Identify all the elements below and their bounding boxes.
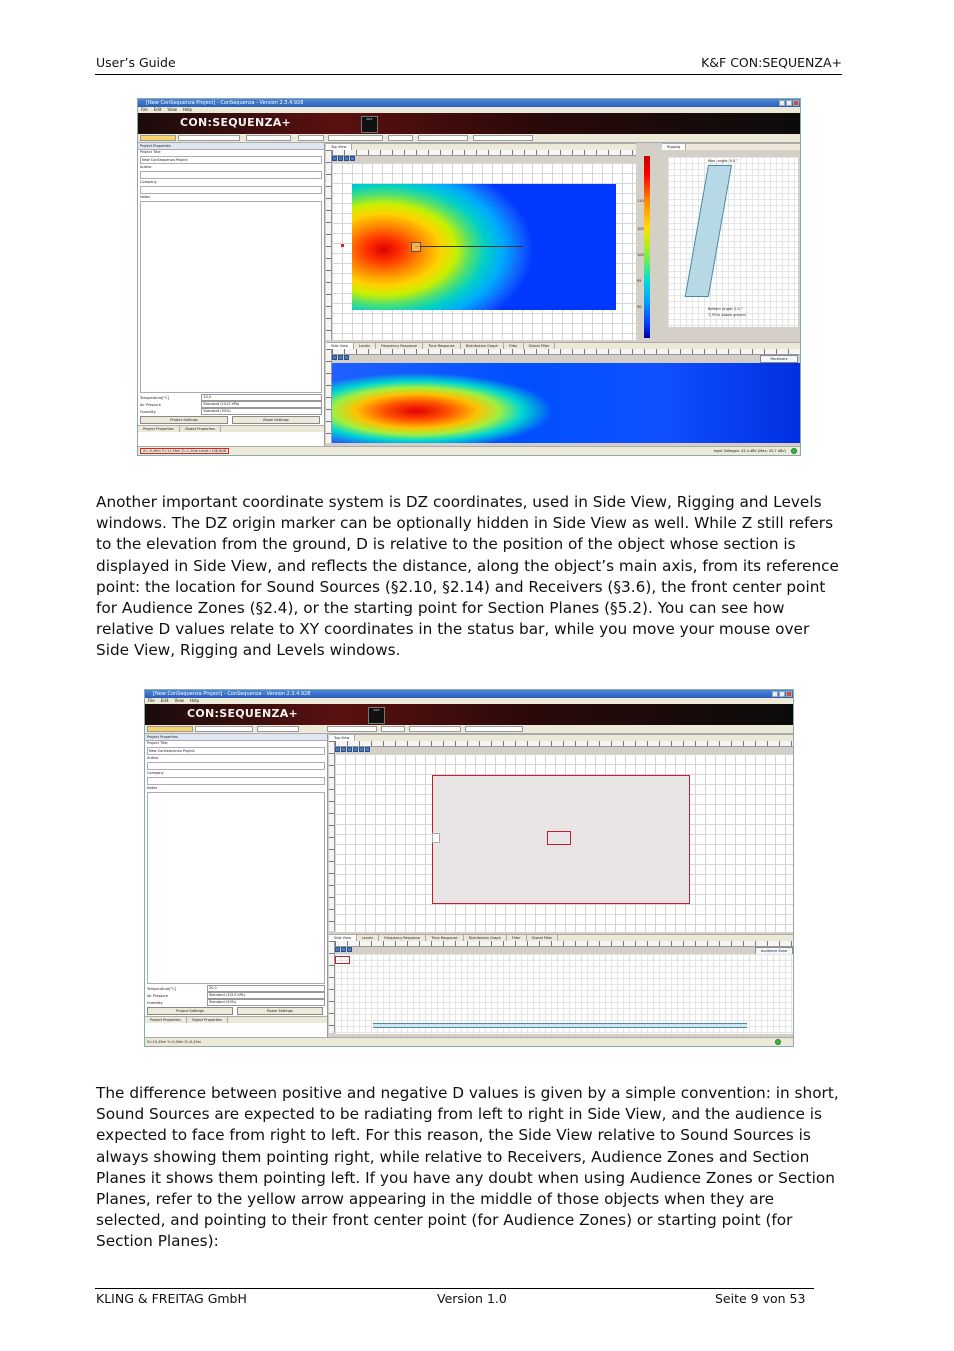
top-view-canvas[interactable] xyxy=(332,163,636,340)
tab-filter[interactable]: Filter xyxy=(507,935,527,941)
kf-logo-icon: K&F xyxy=(368,707,385,724)
window-controls xyxy=(772,691,792,697)
room-settings-button[interactable]: Room Settings xyxy=(237,1007,323,1015)
colorbar-tick: 100 xyxy=(637,253,644,257)
toolbar-select[interactable] xyxy=(418,135,468,141)
level-colorbar xyxy=(644,156,650,338)
window-title: [New ConSequenza Project] - ConSequenza - Version 2.3.4.928 xyxy=(153,691,311,697)
app-banner xyxy=(138,113,800,134)
colorbar-tick: 110 xyxy=(637,199,644,203)
source-marker[interactable] xyxy=(411,242,421,252)
toolbar-select[interactable] xyxy=(246,135,291,141)
air-pressure-row xyxy=(138,401,324,408)
panel-header: Project Properties xyxy=(138,143,324,150)
audience-zone-button[interactable]: Audience Zone xyxy=(755,947,793,955)
menu-edit[interactable]: Edit xyxy=(153,107,162,112)
row-label: Air Pressure xyxy=(140,402,161,407)
top-view-hruler xyxy=(332,150,636,156)
rigging-label: Max. angle: 8.5 ° xyxy=(708,159,738,163)
field-label: Author xyxy=(147,756,159,760)
toolbar-button[interactable] xyxy=(327,726,377,732)
dz-origin-marker xyxy=(335,956,350,964)
top-view-tools xyxy=(332,156,355,162)
field-label: Company xyxy=(147,771,164,775)
colorbar-tick: 105 xyxy=(637,227,644,231)
menu-view[interactable]: View xyxy=(167,107,177,112)
project-properties-panel xyxy=(145,734,328,1038)
top-view-hruler xyxy=(335,741,793,747)
tab-side-view[interactable]: Side View xyxy=(329,935,357,941)
window-title: [New ConSequenza Project] - ConSequenza - Version 2.3.4.928 xyxy=(146,100,304,106)
company-input[interactable] xyxy=(147,777,325,785)
zoom-out-icon[interactable] xyxy=(341,747,346,752)
bottom-tabbar xyxy=(329,934,793,941)
zoom-in-icon[interactable] xyxy=(332,156,337,161)
rigging-label: Bottom Angle: 2.0 ° xyxy=(708,307,743,311)
bottom-tabbar xyxy=(326,342,800,349)
screenshot-1 xyxy=(137,98,801,456)
receivers-button[interactable]: Receivers xyxy=(760,355,798,363)
maximize-icon[interactable] xyxy=(779,691,785,697)
side-view-hruler xyxy=(332,349,800,355)
project-properties-panel xyxy=(138,143,325,447)
project-settings-button[interactable]: Project Settings xyxy=(140,416,228,424)
close-icon[interactable] xyxy=(793,100,799,106)
zoom-fit-icon[interactable] xyxy=(344,355,349,360)
rigging-canvas[interactable] xyxy=(668,157,798,327)
field-label: Company xyxy=(140,180,157,184)
project-title-input[interactable]: New ConSequenza Project xyxy=(147,747,325,755)
zoom-in-icon[interactable] xyxy=(335,947,340,952)
temperature-input[interactable]: 20,0 xyxy=(201,394,322,401)
author-input[interactable] xyxy=(147,762,325,770)
toolbar-button[interactable] xyxy=(147,726,193,732)
top-view-tabbar xyxy=(329,734,793,741)
zoom-out-icon[interactable] xyxy=(338,156,343,161)
field-label: Notes xyxy=(140,195,151,199)
menu-edit[interactable]: Edit xyxy=(160,698,169,703)
notes-textarea[interactable] xyxy=(140,201,322,393)
side-view-hruler xyxy=(335,941,793,947)
status-bar xyxy=(138,446,800,455)
side-view-tools xyxy=(332,355,349,361)
status-bar xyxy=(145,1037,793,1046)
footer-company: KLING & FREITAG GmbH xyxy=(96,1291,247,1306)
tab-top-view[interactable]: Top View xyxy=(326,144,352,150)
tab-project-properties[interactable]: Project Properties xyxy=(145,1017,187,1023)
zoom-in-icon[interactable] xyxy=(332,355,337,360)
tab-distribution-graph[interactable]: Distribution Graph xyxy=(464,935,507,941)
toolbar-select[interactable] xyxy=(409,726,461,732)
author-input[interactable] xyxy=(140,171,322,179)
rigging-tabbar xyxy=(662,143,800,150)
zoom-out-icon[interactable] xyxy=(338,355,343,360)
window-controls xyxy=(779,100,799,106)
app-banner xyxy=(145,704,793,725)
header-left: User’s Guide xyxy=(96,55,176,70)
zoom-fit-icon[interactable] xyxy=(347,747,352,752)
menu-view[interactable]: View xyxy=(174,698,184,703)
tab-time-response[interactable]: Time Response xyxy=(426,935,464,941)
origin-marker xyxy=(341,244,344,247)
window-titlebar xyxy=(138,99,800,107)
main-toolbar xyxy=(145,725,793,734)
side-view-vruler xyxy=(326,349,332,443)
status-input-voltages: Input Voltages: 43,4 dBV (Max: 43,7 dBV) xyxy=(713,449,786,453)
menu-file[interactable]: File xyxy=(148,698,155,703)
field-label: Project Title xyxy=(147,741,168,745)
panel-header: Project Properties xyxy=(145,734,327,741)
screenshot-2 xyxy=(144,689,794,1047)
tab-frequency-response[interactable]: Frequency Response xyxy=(376,343,423,349)
colorbar-tick: 90 xyxy=(637,305,642,309)
tab-project-properties[interactable]: Project Properties xyxy=(138,426,180,432)
humidity-select[interactable]: Standard (50%) xyxy=(207,999,325,1006)
temperature-row xyxy=(145,985,327,992)
tab-top-view[interactable]: Top View xyxy=(329,735,355,741)
toolbar-select[interactable] xyxy=(257,726,299,732)
project-title-input[interactable]: New ConSequenza Project xyxy=(140,156,322,164)
tab-global-filter[interactable]: Global Filter xyxy=(527,935,559,941)
project-settings-button[interactable]: Project Settings xyxy=(147,1007,233,1015)
app-logo: CON:SEQUENZA+ xyxy=(187,707,299,720)
air-pressure-row xyxy=(145,992,327,999)
close-icon[interactable] xyxy=(786,691,792,697)
footer-page-number: Seite 9 von 53 xyxy=(715,1291,806,1306)
app-logo: CON:SEQUENZA+ xyxy=(180,116,292,129)
pan-icon[interactable] xyxy=(353,747,358,752)
toolbar-select[interactable] xyxy=(465,726,523,732)
field-label: Project Title xyxy=(140,150,161,154)
colorbar-tick: 95 xyxy=(637,279,642,283)
header-rule xyxy=(95,74,842,75)
humidity-select[interactable]: Standard (50%) xyxy=(201,408,322,415)
rigging-label: 7,39 m above ground xyxy=(708,313,746,317)
panel-tabs xyxy=(145,1016,327,1023)
top-view-canvas[interactable] xyxy=(335,754,793,932)
humidity-row xyxy=(138,408,324,415)
tab-global-filter[interactable]: Global Filter xyxy=(524,343,556,349)
row-label: Temperature[°C] xyxy=(147,986,177,991)
toolbar-select[interactable] xyxy=(178,135,240,141)
temperature-row xyxy=(138,394,324,401)
air-pressure-select[interactable]: Standard (1013 hPa) xyxy=(201,401,322,408)
field-label: Author xyxy=(140,165,152,169)
toolbar-button[interactable] xyxy=(328,135,383,141)
audience-zone-section[interactable] xyxy=(373,1023,747,1028)
humidity-row xyxy=(145,999,327,1006)
tab-rigging[interactable]: Rigging xyxy=(662,144,686,150)
spl-heatmap xyxy=(352,184,616,310)
minimize-icon[interactable] xyxy=(779,100,785,106)
zoom-out-icon[interactable] xyxy=(341,947,346,952)
select-icon[interactable] xyxy=(359,747,364,752)
maximize-icon[interactable] xyxy=(786,100,792,106)
kf-logo-icon: K&F xyxy=(361,116,378,133)
menu-help[interactable]: Help xyxy=(182,107,193,112)
top-view-tools xyxy=(335,747,370,753)
notes-textarea[interactable] xyxy=(147,792,325,984)
tab-distribution-graph[interactable]: Distribution Graph xyxy=(461,343,504,349)
settings-buttons xyxy=(138,415,324,425)
row-label: Air Pressure xyxy=(147,993,168,998)
status-coordinates: D=15,49m Y=0,00m Z=0,45m xyxy=(147,1040,202,1044)
zone-edge-handle[interactable] xyxy=(432,833,440,843)
side-view-tools xyxy=(335,947,352,953)
menu-help[interactable]: Help xyxy=(189,698,200,703)
room-settings-button[interactable]: Room Settings xyxy=(232,416,320,424)
field-label: Notes xyxy=(147,786,158,790)
top-view-tabbar xyxy=(326,143,636,150)
row-label: Temperature[°C] xyxy=(140,395,170,400)
tab-frequency-response[interactable]: Frequency Response xyxy=(379,935,426,941)
row-label: Humidity xyxy=(147,1000,163,1005)
tab-object-properties[interactable]: Object Properties xyxy=(187,1017,228,1023)
menu-file[interactable]: File xyxy=(141,107,148,112)
header-right: K&F CON:SEQUENZA+ xyxy=(701,55,842,70)
main-toolbar xyxy=(138,134,800,143)
toolbar-button[interactable] xyxy=(388,135,413,141)
panel-tabs xyxy=(138,425,324,432)
side-view-canvas[interactable] xyxy=(335,954,793,1034)
settings-buttons xyxy=(145,1006,327,1016)
status-coordinates: X=-9,49m Y=11,95m Z=1,20m Level=108,8dB xyxy=(140,448,229,454)
footer-version: Version 1.0 xyxy=(437,1291,507,1306)
footer-rule xyxy=(95,1288,814,1289)
status-ok-icon xyxy=(791,448,797,454)
body-paragraph-2: The difference between positive and negative D values is given by a simple convention: in short, Sound Sources are expected to be radiating from left to right in Side View, and the audience is expected to face from right to left. For this reason, the Side View relative to Sound Sources is always showing them pointing right, while relative to Receivers, Audience Zones and Section Planes it shows them pointing left. If you have any doubt when using Audience Zones or Section Planes, refer to the yellow arrow appearing in the middle of those objects when they are selected, and pointing to their front center point (for Audience Zones) or starting point (for Section Planes): xyxy=(96,1084,839,1251)
tab-levels[interactable]: Levels xyxy=(357,935,379,941)
move-icon[interactable] xyxy=(365,747,370,752)
toolbar-button[interactable] xyxy=(140,135,176,141)
zoom-fit-icon[interactable] xyxy=(344,156,349,161)
tab-time-response[interactable]: Time Response xyxy=(423,343,461,349)
pan-icon[interactable] xyxy=(350,156,355,161)
tab-side-view[interactable]: Side View xyxy=(326,343,354,349)
audience-zone-center-marker[interactable] xyxy=(547,831,571,845)
minimize-icon[interactable] xyxy=(772,691,778,697)
toolbar-select[interactable] xyxy=(473,135,533,141)
tab-levels[interactable]: Levels xyxy=(354,343,376,349)
toolbar-select[interactable] xyxy=(195,726,253,732)
air-pressure-select[interactable]: Standard (1013 hPa) xyxy=(207,992,325,999)
body-paragraph-1: Another important coordinate system is DZ coordinates, used in Side View, Rigging and Levels windows. The DZ origin marker can be optionally hidden in Side View as well. While Z still refers to the elevation from the ground, D is relative to the position of the object whose section is displayed in Side View, and reflects the distance, along the object’s main axis, from its reference point: the location for Sound Sources (§2.10, §2.14) and Receivers (§3.6), the front center point for Audience Zones (§2.4), or the starting point for Section Planes (§5.2). You can see how relative D values relate to XY coordinates in the status bar, while you move your mouse over Side View, Rigging and Levels windows. xyxy=(96,493,839,660)
toolbar-button[interactable] xyxy=(381,726,405,732)
tab-filter[interactable]: Filter xyxy=(504,343,524,349)
source-axis-line xyxy=(415,246,523,247)
side-view-heatmap[interactable] xyxy=(332,363,800,443)
row-label: Humidity xyxy=(140,409,156,414)
window-titlebar xyxy=(145,690,793,698)
zoom-fit-icon[interactable] xyxy=(347,947,352,952)
temperature-input[interactable]: 20,0 xyxy=(207,985,325,992)
tab-object-properties[interactable]: Object Properties xyxy=(180,426,221,432)
company-input[interactable] xyxy=(140,186,322,194)
speaker-array xyxy=(685,165,732,297)
status-ok-icon xyxy=(775,1039,781,1045)
zoom-in-icon[interactable] xyxy=(335,747,340,752)
toolbar-button[interactable] xyxy=(298,135,324,141)
